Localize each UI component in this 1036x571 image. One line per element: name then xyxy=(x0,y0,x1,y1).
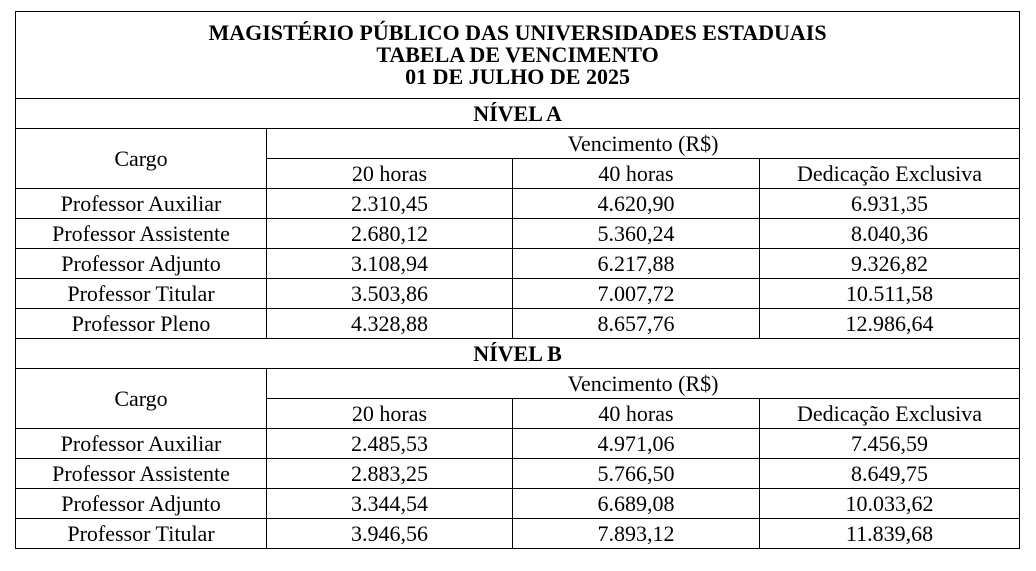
cargo-cell: Professor Pleno xyxy=(16,309,267,339)
column-header-40h: 40 horas xyxy=(513,159,760,189)
value-40h-cell: 5.360,24 xyxy=(513,219,760,249)
value-de-cell: 11.839,68 xyxy=(760,519,1020,549)
title-line-institution: MAGISTÉRIO PÚBLICO DAS UNIVERSIDADES ESTADUAIS xyxy=(208,20,827,45)
column-header-20h: 20 horas xyxy=(267,399,513,429)
cargo-cell: Professor Assistente xyxy=(16,459,267,489)
cargo-cell: Professor Titular xyxy=(16,279,267,309)
vencimento-header: Vencimento (R$) xyxy=(267,369,1020,399)
value-de-cell: 12.986,64 xyxy=(760,309,1020,339)
value-20h-cell: 3.108,94 xyxy=(267,249,513,279)
table-row xyxy=(16,489,1020,519)
column-header-de: Dedicação Exclusiva xyxy=(760,159,1020,189)
level-b-heading: NÍVEL B xyxy=(16,339,1020,369)
vencimento-header: Vencimento (R$) xyxy=(267,129,1020,159)
level-row xyxy=(16,99,1020,129)
column-header-20h: 20 horas xyxy=(267,159,513,189)
level-a-heading: NÍVEL A xyxy=(16,99,1020,129)
value-20h-cell: 2.485,53 xyxy=(267,429,513,459)
cargo-cell: Professor Titular xyxy=(16,519,267,549)
table-row xyxy=(16,279,1020,309)
salary-table xyxy=(15,11,1020,549)
level-row xyxy=(16,339,1020,369)
title-line-date: 01 DE JULHO DE 2025 xyxy=(405,64,630,89)
document-title xyxy=(16,12,1020,99)
cargo-cell: Professor Auxiliar xyxy=(16,429,267,459)
column-header-40h: 40 horas xyxy=(513,399,760,429)
table-row xyxy=(16,249,1020,279)
value-40h-cell: 4.971,06 xyxy=(513,429,760,459)
value-20h-cell: 3.946,56 xyxy=(267,519,513,549)
header-row xyxy=(16,129,1020,159)
table-row xyxy=(16,459,1020,489)
cargo-cell: Professor Adjunto xyxy=(16,489,267,519)
table-row xyxy=(16,309,1020,339)
value-40h-cell: 6.689,08 xyxy=(513,489,760,519)
value-de-cell: 6.931,35 xyxy=(760,189,1020,219)
value-de-cell: 8.649,75 xyxy=(760,459,1020,489)
title-line-table-name: TABELA DE VENCIMENTO xyxy=(376,42,659,67)
table-row xyxy=(16,219,1020,249)
value-de-cell: 10.511,58 xyxy=(760,279,1020,309)
cargo-header: Cargo xyxy=(16,129,267,189)
value-de-cell: 9.326,82 xyxy=(760,249,1020,279)
value-20h-cell: 4.328,88 xyxy=(267,309,513,339)
value-40h-cell: 6.217,88 xyxy=(513,249,760,279)
cargo-cell: Professor Adjunto xyxy=(16,249,267,279)
value-20h-cell: 3.344,54 xyxy=(267,489,513,519)
table-row xyxy=(16,189,1020,219)
value-de-cell: 8.040,36 xyxy=(760,219,1020,249)
value-20h-cell: 2.883,25 xyxy=(267,459,513,489)
value-20h-cell: 2.680,12 xyxy=(267,219,513,249)
table-row xyxy=(16,429,1020,459)
title-row xyxy=(16,12,1020,99)
value-20h-cell: 3.503,86 xyxy=(267,279,513,309)
value-40h-cell: 4.620,90 xyxy=(513,189,760,219)
value-40h-cell: 5.766,50 xyxy=(513,459,760,489)
value-de-cell: 7.456,59 xyxy=(760,429,1020,459)
column-header-de: Dedicação Exclusiva xyxy=(760,399,1020,429)
cargo-cell: Professor Auxiliar xyxy=(16,189,267,219)
header-row xyxy=(16,369,1020,399)
value-de-cell: 10.033,62 xyxy=(760,489,1020,519)
value-40h-cell: 7.893,12 xyxy=(513,519,760,549)
table-row xyxy=(16,519,1020,549)
value-20h-cell: 2.310,45 xyxy=(267,189,513,219)
value-40h-cell: 7.007,72 xyxy=(513,279,760,309)
cargo-header: Cargo xyxy=(16,369,267,429)
cargo-cell: Professor Assistente xyxy=(16,219,267,249)
value-40h-cell: 8.657,76 xyxy=(513,309,760,339)
